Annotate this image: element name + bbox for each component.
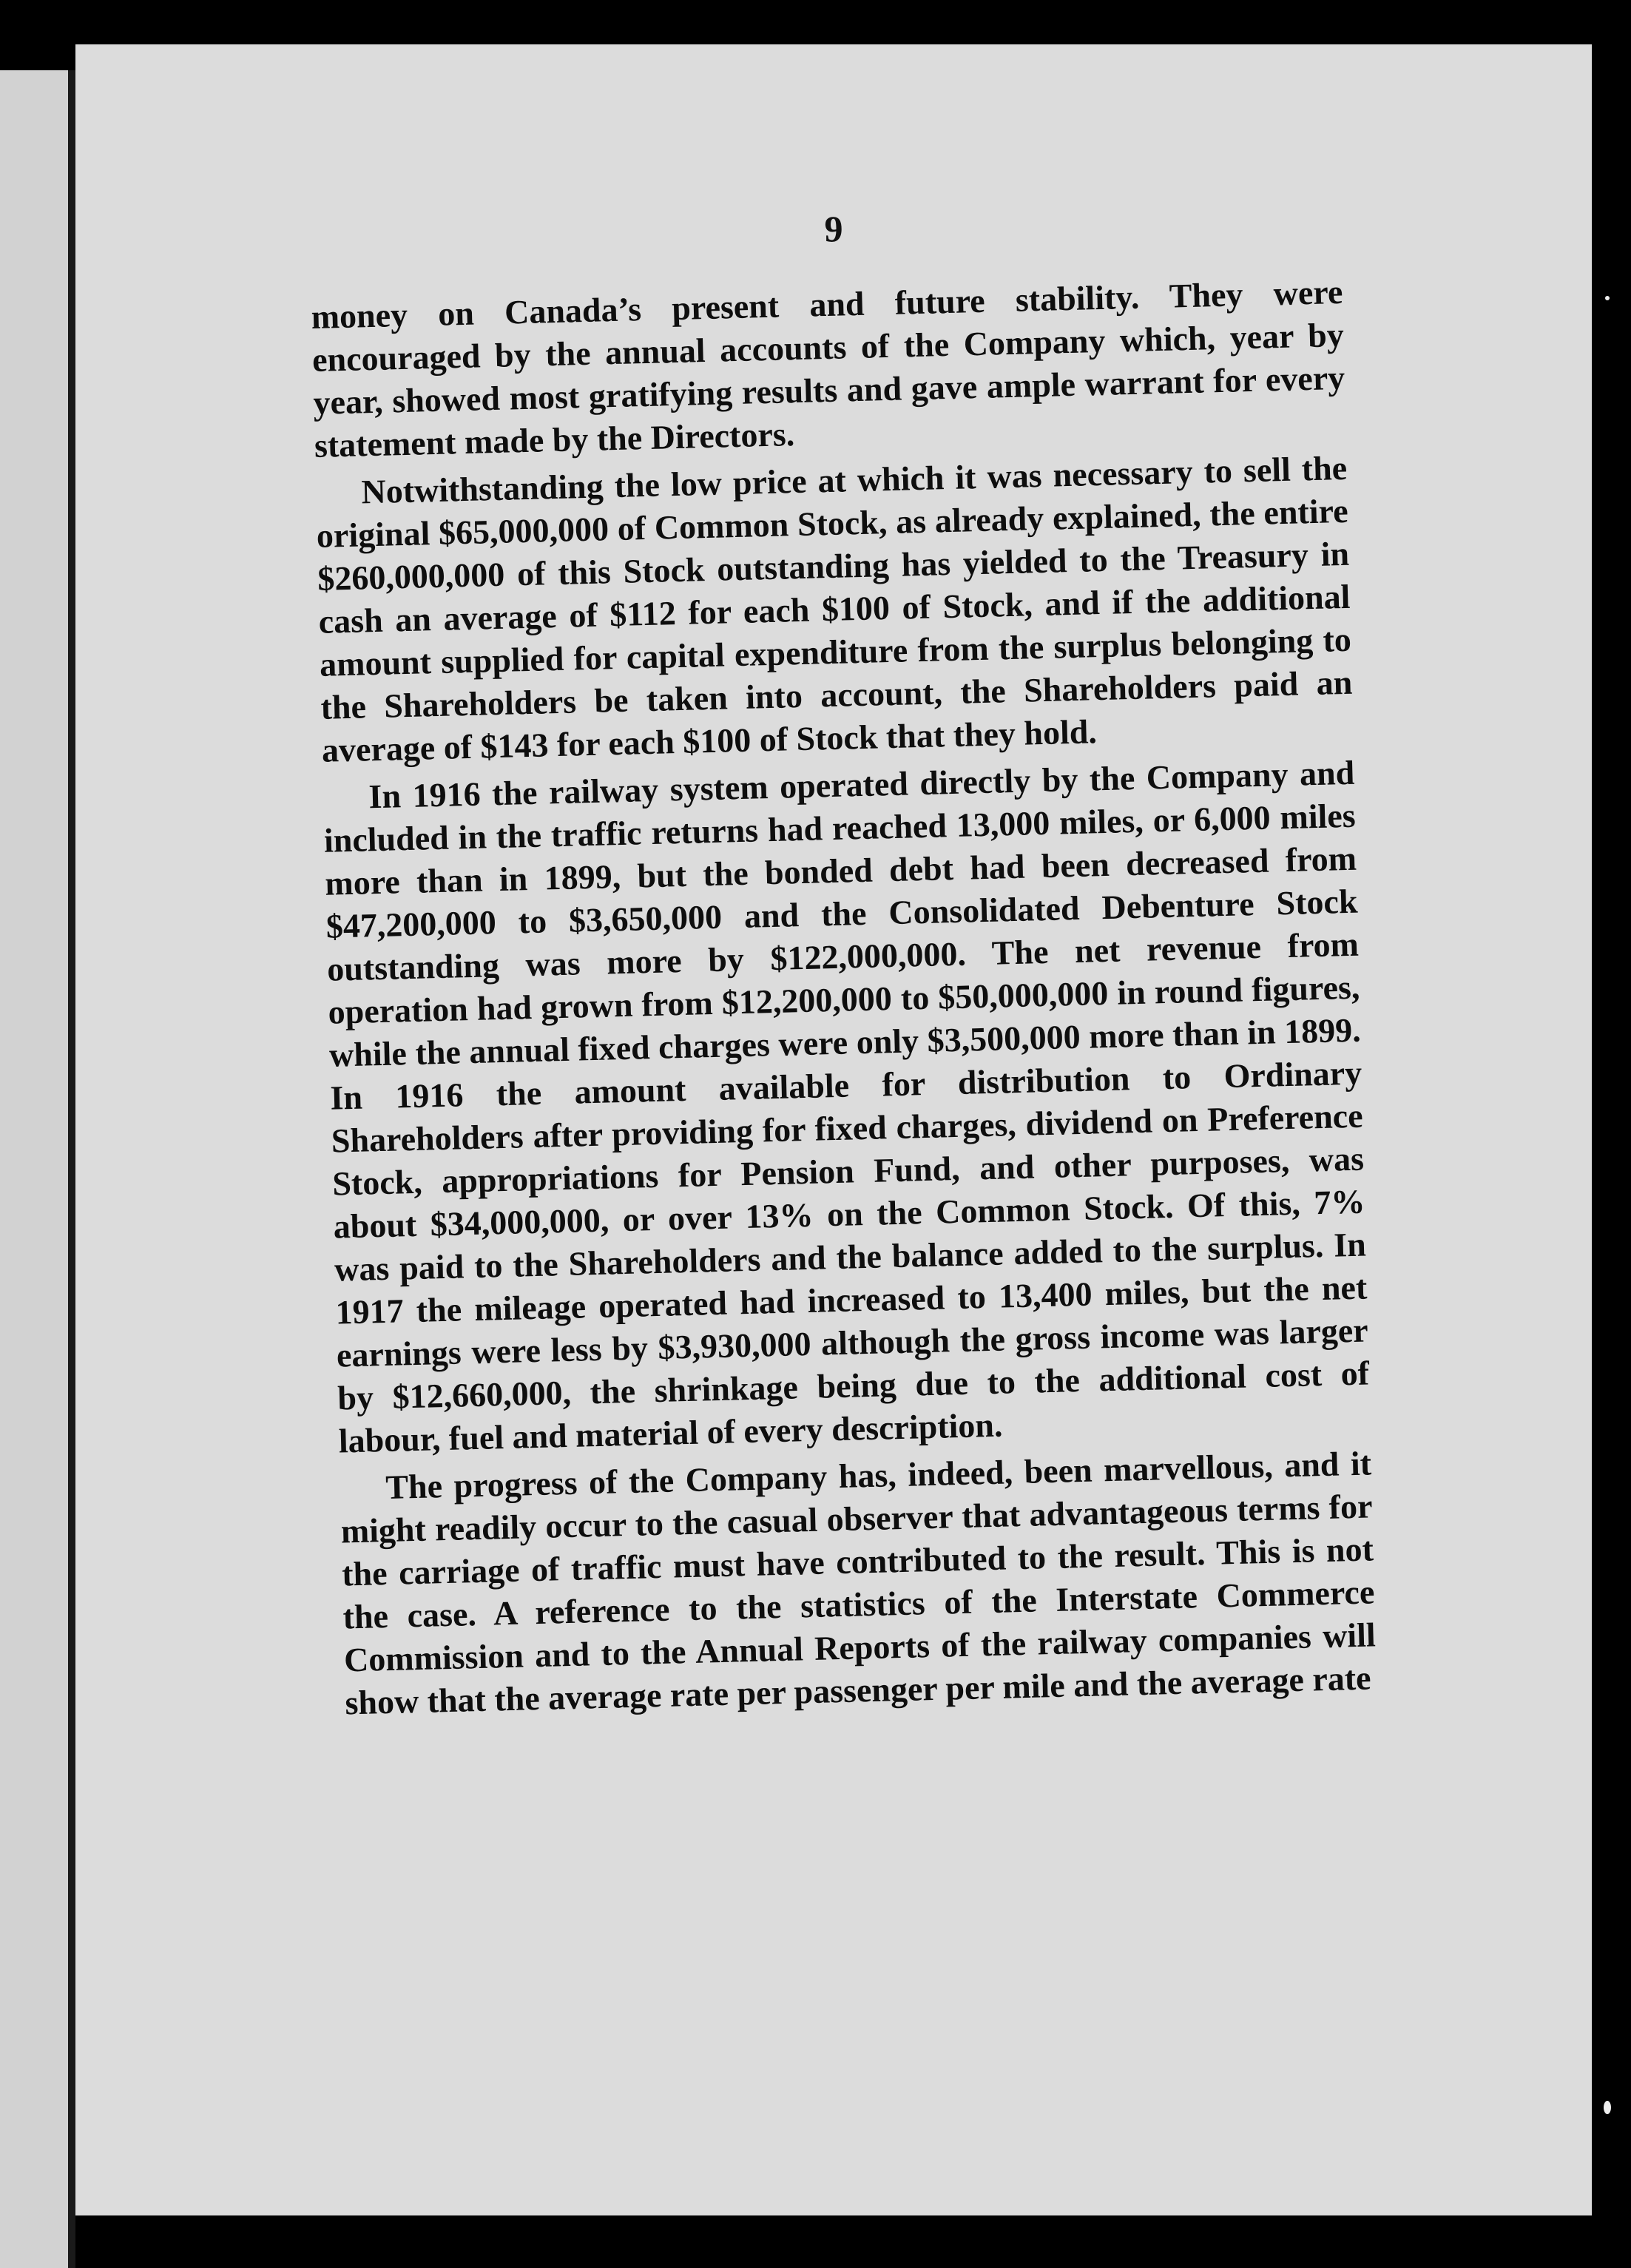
page-number: 9 — [824, 208, 843, 249]
book-gutter — [68, 70, 75, 2268]
page-sheet — [75, 44, 1592, 2215]
body-text — [311, 271, 1377, 1729]
paragraph-4: The progress of the Company has, indeed, been marvellous, and it might readily occur to the casual observer that advantageous terms for the carriage of traffic must have contributed to the result. This is not the case. A reference to the statistics of the Interstate Commerce Commission and to the Annual Reports of the railway companies will show that the average rate per passenger per mile and the average rate — [340, 1444, 1377, 1722]
scan-speck — [1605, 296, 1610, 300]
paragraph-2: Notwithstanding the low price at which it was necessary to sell the original $65,000,000 of Common Stock, as already explained, the entire $260,000,000 of this Stock outstanding has yielded to the Treasury in cash an average of $112 for each $100 of Stock, and if the additional amount supplied for capital expenditure from the surplus belonging to the Shareholders be taken into account, the Shareholders paid an average of $143 for each $100 of Stock that they hold. — [316, 448, 1353, 769]
paragraph-3: In 1916 the railway system operated directly by the Company and included in the traffic returns had reached 13,000 miles, or 6,000 miles more than in 1899, but the bonded debt had been decreased from $47,200,000 to $3,650,000 and the Consolidated Debenture Stock outstanding was more by $122,000,000. The net revenue from operation had grown from $12,200,000 to $50,000,000 in round figures, while the annual fixed charges were only $3,500,000 more than in 1899. In 1916 the amount available for distribution to Ordinary Shareholders after providing for fixed charges, dividend on Preference Stock, appropriations for Pension Fund, and other purposes, was about $34,000,000, or over 13% on the Common Stock. Of this, 7% was paid to the Shareholders and the balance added to the surplus. In 1917 the mileage operated had increased to 13,400 miles, but the net earnings were less by $3,930,000 although the gross income was larger by $12,660,000, the shrinkage being due to the additional cost of labour, fuel and material of every description. — [323, 753, 1370, 1460]
paragraph-1: money on Canada’s present and future stability. They were encouraged by the annual accounts of the Company which, year by year, showed most gratifying results and gave ample warrant for every statement made by the Directors. — [311, 272, 1345, 465]
scan-speck — [1604, 2101, 1611, 2114]
previous-page-edge — [0, 70, 68, 2268]
